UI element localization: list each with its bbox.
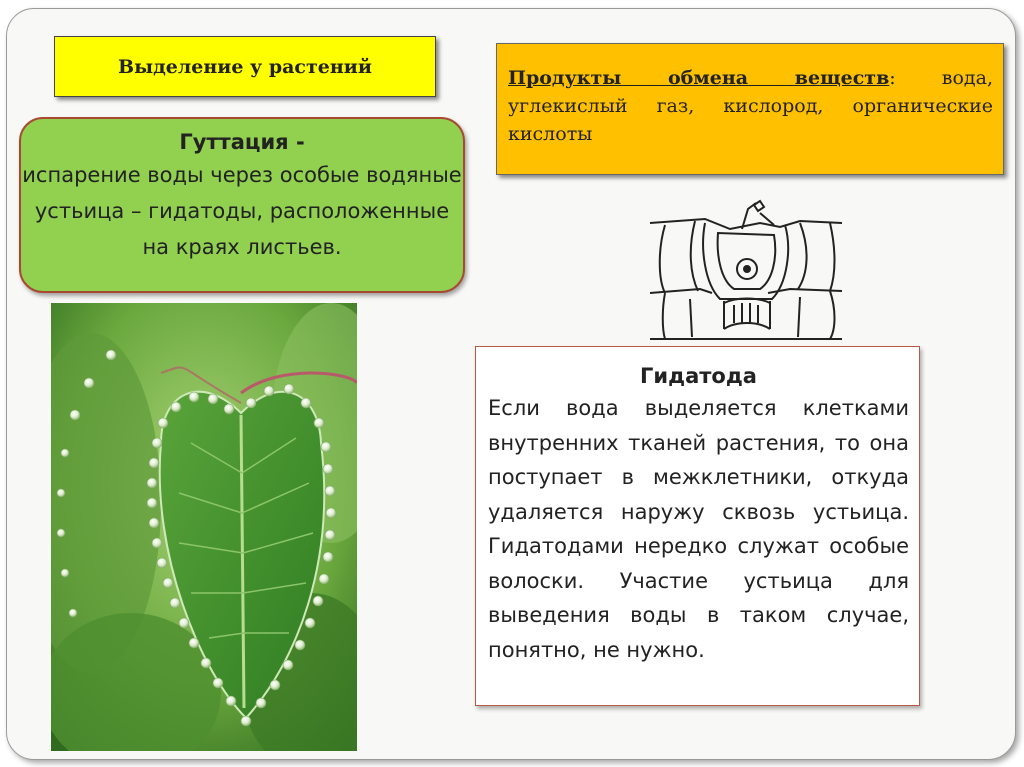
slide-title xyxy=(54,36,436,97)
guttation-title: Гуттация - xyxy=(179,130,305,154)
guttation-text: испарение воды через особые водяные устьица – гидатоды, расположенные на краях листьев. xyxy=(22,163,462,259)
slide-title-text: Выделение у растений xyxy=(118,55,372,78)
hydathode-box xyxy=(475,346,920,706)
leaf-guttation-photo xyxy=(51,303,357,751)
metabolic-products-lead: Продукты обмена веществ xyxy=(508,67,890,89)
metabolic-products-box xyxy=(496,43,1004,175)
hydathode-diagram xyxy=(650,189,842,351)
metabolic-products-text: : вода, углекислый газ, кислород, органические кислоты xyxy=(508,67,993,145)
slide xyxy=(6,8,1016,760)
leaf-photo-illustration xyxy=(51,303,357,751)
guttation-box xyxy=(19,117,465,293)
hydathode-diagram-drawing xyxy=(650,189,842,351)
hydathode-title: Гидатода xyxy=(640,364,757,388)
hydathode-text: Если вода выделяется клетками внутренних тканей растения, то она поступает в межклетники, откуда удаляется наружу сквозь устьица. Гидатодами нередко служат особые волоски. Участие устьица для выведения воды в таком случае, понятно, не нужно. xyxy=(488,396,909,662)
